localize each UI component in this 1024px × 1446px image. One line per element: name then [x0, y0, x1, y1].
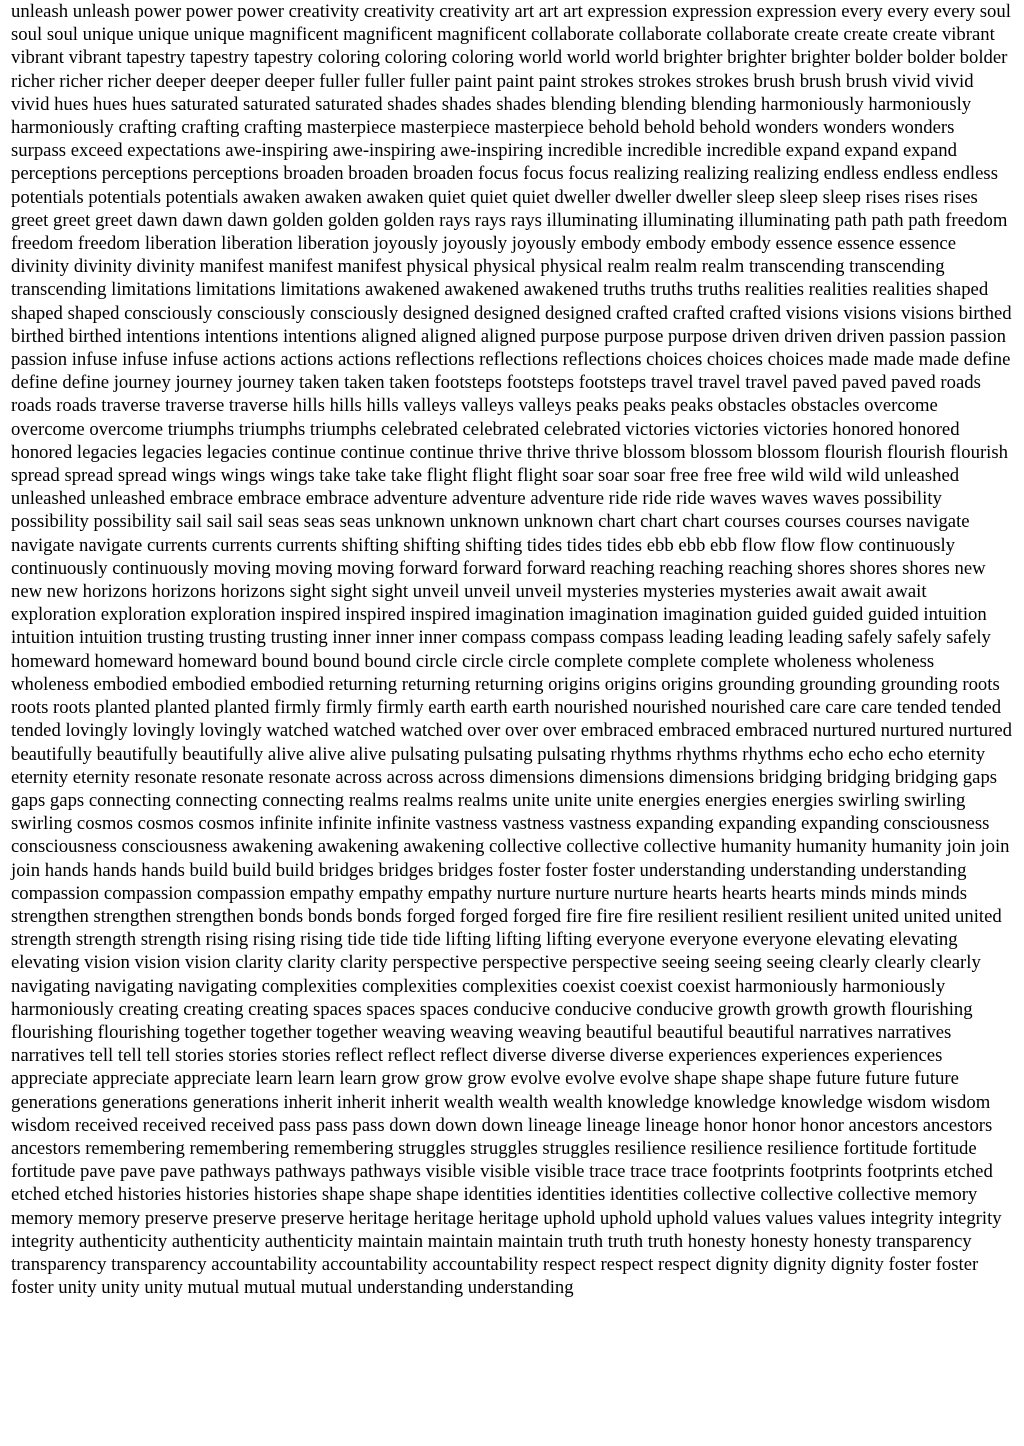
body-text: unleash unleash power power power creativity creativity creativity art art art expression expression expression every every every soul soul soul unique unique unique magnificent magnificent magnificent collaborate collaborate collaborate create create create vibrant vibrant vibrant tapestry tapestry tapestry coloring coloring coloring world world world brighter brighter brighter bolder bolder bolder richer richer richer deeper deeper deeper fuller fuller fuller paint paint paint strokes strokes strokes brush brush brush vivid vivid vivid hues hues hues saturated saturated saturated shades shades shades blending blending blending harmoniously harmoniously harmoniously crafting crafting crafting masterpiece masterpiece masterpiece behold behold behold wonders wonders wonders surpass exceed expectations awe-inspiring awe-inspiring awe-inspiring incredible incredible incredible expand expand expand perceptions perceptions perceptions broaden broaden broaden focus focus focus realizing realizing realizing endless endless endless potentials potentials potentials awaken awaken awaken quiet quiet quiet dweller dweller dweller sleep sleep sleep rises rises rises greet greet greet dawn dawn dawn golden golden golden rays rays rays illuminating illuminating illuminating path path path freedom freedom freedom liberation liberation liberation joyously joyously joyously embody embody embody essence essence essence divinity divinity divinity manifest manifest manifest physical physical physical realm realm realm transcending transcending transcending limitations limitations limitations awakened awakened awakened truths truths truths realities realities realities shaped shaped shaped consciously consciously consciously designed designed designed crafted crafted crafted visions visions visions birthed birthed birthed intentions intentions intentions aligned aligned aligned purpose purpose purpose driven driven driven passion passion passion infuse infuse infuse actions actions actions reflections reflections reflections choices choices choices made made made define define define journey journey journey taken taken taken footsteps footsteps footsteps travel travel travel paved paved paved roads roads roads traverse traverse traverse hills hills hills valleys valleys valleys peaks peaks peaks obstacles obstacles overcome overcome overcome triumphs triumphs triumphs celebrated celebrated celebrated victories victories victories honored honored honored legacies legacies legacies continue continue continue thrive thrive thrive blossom blossom blossom flourish flourish flourish spread spread spread wings wings wings take take take flight flight flight soar soar soar free free free wild wild wild unleashed unleashed unleashed embrace embrace embrace adventure adventure adventure ride ride ride waves waves waves possibility possibility possibility sail sail sail seas seas seas unknown unknown unknown chart chart chart courses courses courses navigate navigate navigate currents currents currents shifting shifting shifting tides tides tides ebb ebb ebb flow flow flow continuously continuously continuously moving moving moving forward forward forward reaching reaching reaching shores shores shores new new new horizons horizons horizons sight sight sight unveil unveil unveil mysteries mysteries mysteries await await await exploration exploration exploration inspired inspired inspired imagination imagination imagination guided guided guided intuition intuition intuition trusting trusting trusting inner inner inner compass compass compass leading leading leading safely safely safely homeward homeward homeward bound bound bound circle circle circle complete complete complete wholeness wholeness wholeness embodied embodied embodied returning returning returning origins origins origins grounding grounding grounding roots roots roots planted planted planted firmly firmly firmly earth earth earth nourished nourished nourished care care care tended tended tended lovingly lovingly lovingly watched watched watched over over over embraced embraced embraced nurtured nurtured nurtured beautifully beautifully beautifully alive alive alive pulsating pulsating pulsating rhythms rhythms rhythms echo echo echo eternity eternity eternity resonate resonate resonate across across across dimensions dimensions dimensions bridging bridging bridging gaps gaps gaps connecting connecting connecting realms realms realms unite unite unite energies energies energies swirling swirling swirling cosmos cosmos cosmos infinite infinite infinite vastness vastness vastness expanding expanding expanding consciousness consciousness consciousness awakening awakening awakening collective collective collective humanity humanity humanity join join join hands hands hands build build build bridges bridges bridges foster foster foster understanding understanding understanding compassion compassion compassion empathy empathy empathy nurture nurture nurture hearts hearts hearts minds minds minds strengthen strengthen strengthen bonds bonds bonds forged forged forged fire fire fire resilient resilient resilient united united united strength strength strength rising rising rising tide tide tide lifting lifting lifting everyone everyone everyone elevating elevating elevating vision vision vision clarity clarity clarity perspective perspective perspective seeing seeing seeing clearly clearly clearly navigating navigating navigating complexities complexities complexities coexist coexist coexist harmoniously harmoniously harmoniously creating creating creating spaces spaces spaces conducive conducive conducive growth growth growth flourishing flourishing flourishing together together together weaving weaving weaving beautiful beautiful beautiful narratives narratives narratives tell tell tell stories stories stories reflect reflect reflect diverse diverse diverse experiences experiences experiences appreciate appreciate appreciate learn learn learn grow grow grow evolve evolve evolve shape shape shape future future future generations generations generations inherit inherit inherit wealth wealth wealth knowledge knowledge knowledge wisdom wisdom wisdom received received received pass pass pass down down down lineage lineage lineage honor honor honor ancestors ancestors ancestors remembering remembering remembering struggles struggles struggles resilience resilience resilience fortitude fortitude fortitude pave pave pave pathways pathways pathways visible visible visible trace trace trace footprints footprints footprints etched etched etched histories histories histories shape shape shape identities identities identities collective collective collective memory memory memory preserve preserve preserve heritage heritage heritage uphold uphold uphold values values values integrity integrity integrity authenticity authenticity authenticity maintain maintain maintain truth truth truth honesty honesty honesty transparency transparency transparency accountability accountability accountability respect respect respect dignity dignity dignity foster foster foster unity unity unity mutual mutual mutual understanding understanding	[11, 1, 1012, 1299]
